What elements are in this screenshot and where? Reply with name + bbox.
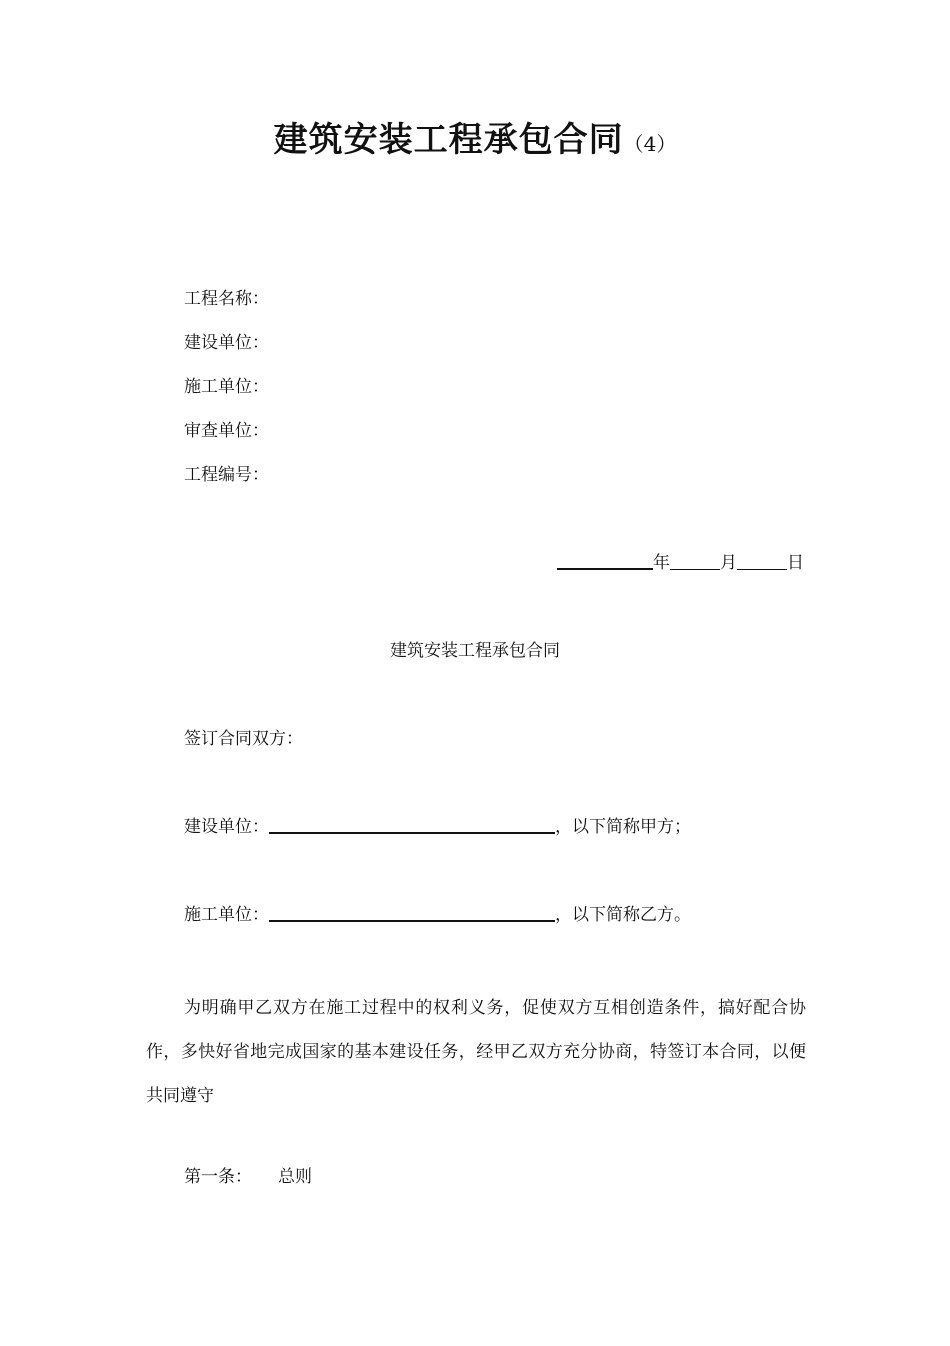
month-label: 月 <box>720 553 737 573</box>
document-title-main: 建筑安装工程承包合同 <box>273 120 624 160</box>
party-a-blank <box>269 815 555 834</box>
article-1-number: 第一条： <box>184 1167 252 1187</box>
article-1-title: 总则 <box>278 1167 312 1187</box>
party-b-label: 施工单位： <box>184 905 269 925</box>
year-label: 年 <box>653 553 670 573</box>
party-a-suffix: ，以下简称甲方； <box>555 817 691 837</box>
month-blank <box>670 552 720 570</box>
document-title <box>0 112 950 161</box>
party-b-suffix: ，以下简称乙方。 <box>555 905 691 925</box>
cover-field-contractor-unit: 施工单位： <box>184 377 269 397</box>
party-a-label: 建设单位： <box>184 817 269 837</box>
contract-subtitle: 建筑安装工程承包合同 <box>390 641 560 661</box>
preamble-paragraph: 为明确甲乙双方在施工过程中的权利义务，促使双方互相创造条件，搞好配合协作，多快好省地完成国家的基本建设任务，经甲乙双方充分协商，特签订本合同，以便共同遵守 <box>146 998 806 1106</box>
party-a-line <box>184 812 691 837</box>
cover-field-review-unit: 审查单位： <box>184 421 269 441</box>
party-b-line <box>184 900 691 925</box>
cover-field-construction-unit: 建设单位： <box>184 333 269 353</box>
cover-field-project-name: 工程名称： <box>184 289 269 309</box>
year-blank <box>557 551 653 570</box>
date-line <box>557 548 804 573</box>
cover-field-project-number: 工程编号： <box>184 465 269 485</box>
document-title-suffix: （4） <box>623 132 677 156</box>
day-label: 日 <box>787 553 804 573</box>
parties-intro: 签订合同双方： <box>184 729 303 749</box>
article-1-heading <box>184 1162 312 1187</box>
party-b-blank <box>269 903 555 922</box>
day-blank <box>737 552 787 570</box>
